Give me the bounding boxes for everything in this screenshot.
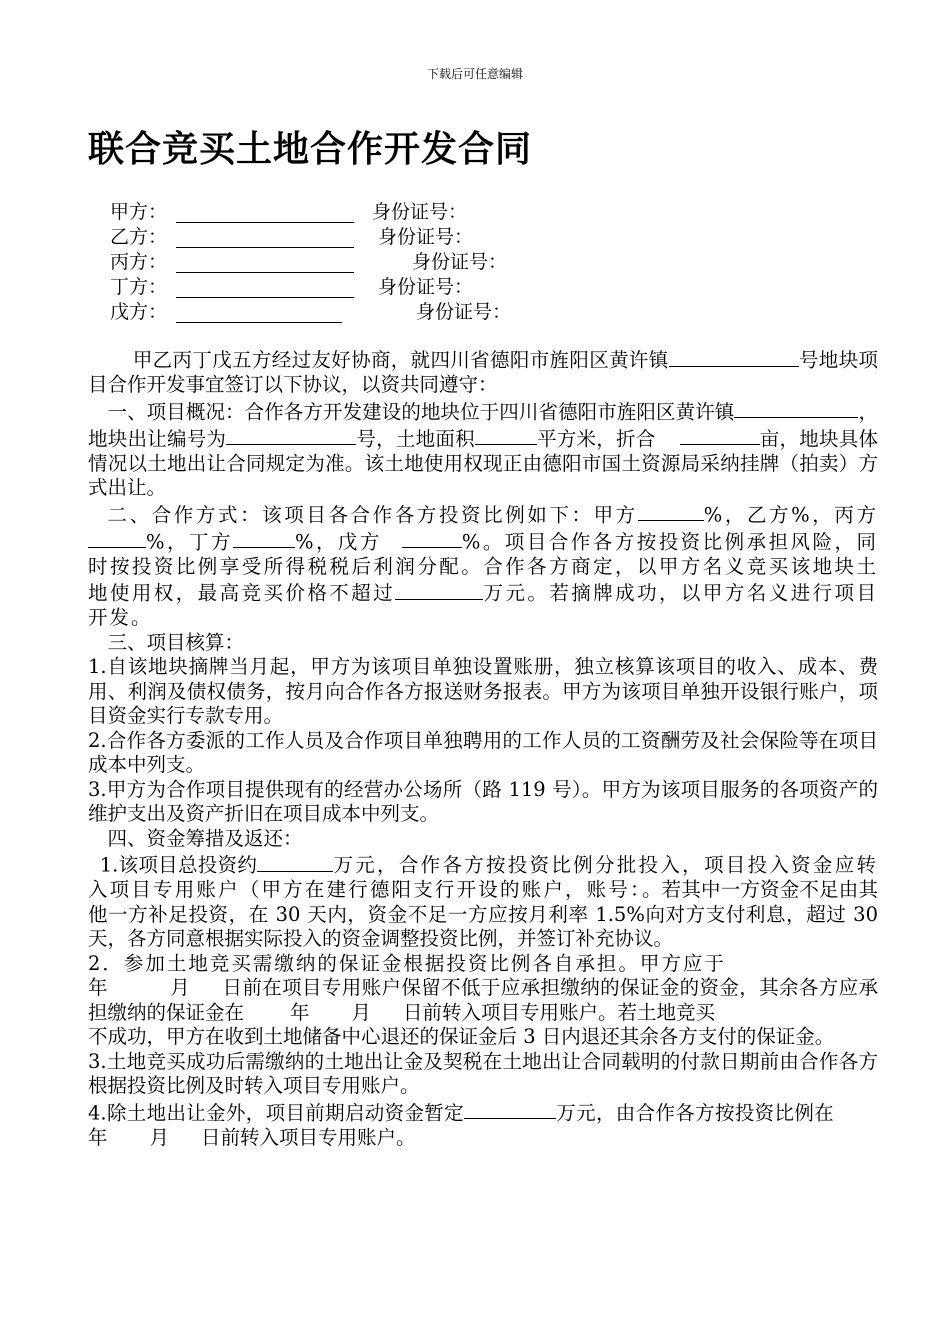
party-line-bing — [110, 250, 508, 275]
contract-body — [88, 346, 878, 1150]
section-4-heading: 四、资金筹措及返还： — [107, 826, 303, 850]
party-name-blank[interactable] — [176, 275, 354, 298]
ratio-ding-blank[interactable] — [233, 528, 295, 549]
s4-text: 万元，由合作各方按投资比例在 — [555, 1101, 834, 1124]
party-line-yi — [110, 225, 474, 250]
date-month-label: 月 — [169, 976, 191, 999]
s1-text: 号，土地面积 — [356, 427, 475, 450]
s1-text: ，地块出让编号为 — [88, 400, 878, 450]
section-4-item-4 — [88, 1099, 878, 1151]
s4-text: 。若其中一方资金不足由其他一方补足投资，在 30 天内，资金不足一方应按月利率 1.5%向对方支付利息，超过 30 天，各方同意根据实际投入的资金调整投资比例，并签订补充协议。 — [88, 878, 878, 950]
s2-text: %，丙方 — [791, 503, 878, 526]
id-label: 身份证号： — [372, 201, 468, 223]
party-name-blank[interactable] — [176, 300, 342, 323]
date-year-label: 年 — [290, 1000, 310, 1024]
transfer-number-blank[interactable] — [226, 425, 356, 446]
s1-text: 平方米，折合 — [536, 427, 656, 450]
s1-text: 一、项目概况：合作各方开发建设的地块位于四川省德阳市旌阳区黄许镇 — [107, 400, 735, 423]
party-label: 丙方： — [110, 251, 168, 273]
s1-text: 亩，地块具体情况以土地出让合同规定为准。该土地使用权现正由德阳市国土资源局采纳挂牌（拍卖）方式出让。 — [88, 427, 878, 499]
intro-text: 甲乙丙丁戊五方经过友好协商，就四川省德阳市旌阳区黄许镇 — [132, 348, 669, 372]
section-2-paragraph — [88, 501, 878, 631]
section-1-paragraph — [88, 398, 878, 501]
section-3-item-1: 1.自该地块摘牌当月起，甲方为该项目单独设置账册，独立核算该项目的收入、成本、费用、利润及债权债务，按月向合作各方报送财务报表。甲方为该项目单独开设银行账户，项目资金实行专款专用。 — [88, 655, 878, 727]
date-month-label: 月 — [351, 1000, 372, 1024]
id-label: 身份证号： — [378, 276, 474, 298]
date-year-label: 年 — [88, 976, 108, 999]
s2-text: 万元。若摘牌成功，以甲方名义进行项目开发。 — [88, 581, 878, 629]
party-label: 乙方： — [110, 226, 168, 248]
party-name-blank[interactable] — [176, 225, 354, 248]
location-blank-cont[interactable] — [774, 398, 858, 419]
s4-text: 日前转入项目专用账户。 — [201, 1125, 416, 1149]
party-line-wu — [110, 300, 512, 325]
party-line-jia — [110, 200, 468, 225]
s2-text: %，戊方 — [294, 530, 382, 553]
plot-number-blank-cont[interactable] — [789, 346, 799, 367]
ratio-jia-blank[interactable] — [638, 501, 704, 522]
ratio-bing-blank[interactable] — [88, 528, 146, 549]
section-4-item-3: 3.土地竞买成功后需缴纳的土地出让金及契税在土地出让合同载明的付款日期前由合作各方根据投资比例及时转入项目专用账户。 — [88, 1049, 878, 1097]
id-label: 身份证号： — [378, 226, 474, 248]
s4-text: 日前在项目专用账户保留不低于应承担缴纳的保证金的资金，其余各方应承担缴纳的保证金在 — [88, 976, 878, 1024]
section-3-item-2: 2.合作各方委派的工作人员及合作项目单独聘用的工作人员的工资酬劳及社会保险等在项目成本中列支。 — [88, 728, 878, 776]
section-3-heading: 三、项目核算： — [107, 630, 245, 654]
party-name-blank[interactable] — [176, 250, 354, 273]
s2-text: 二、合作方式：该项目各合作各方投资比例如下：甲方 — [107, 503, 638, 526]
area-sqm-blank[interactable] — [475, 425, 537, 446]
section-4-item-2 — [88, 952, 878, 1050]
header-note: 下载后可任意编辑 — [426, 67, 523, 81]
s4-text: 4.除土地出让金外，项目前期启动资金暂定 — [88, 1101, 464, 1124]
intro-text-cont: 号地块项目合作开发事宜签订以下协议，以资共同遵守： — [88, 348, 878, 396]
plot-number-blank[interactable] — [669, 346, 789, 367]
ratio-wu-blank[interactable] — [402, 528, 462, 549]
date-month-label: 月 — [149, 1125, 170, 1149]
startup-fund-blank[interactable] — [464, 1099, 556, 1120]
s4-text: 万元，合作各方按投资比例分批投入，项目投入资金应转入项目专用账户（甲方在建行德阳支行开设的账户，账号： — [88, 853, 878, 901]
total-investment-blank[interactable] — [257, 851, 333, 872]
section-3-item-3: 3.甲方为合作项目提供现有的经营办公场所（路 119 号）。甲方为该项目服务的各项资产的维护支出及资产折旧在项目成本中列支。 — [88, 777, 878, 825]
area-mu-blank[interactable] — [680, 425, 760, 446]
s4-text: 不成功，甲方在收到土地储备中心退还的保证金后 3 日内退还其余各方支付的保证金。 — [88, 1025, 835, 1048]
id-label: 身份证号： — [412, 251, 508, 273]
max-price-blank[interactable] — [395, 579, 483, 600]
section-4-item-1 — [88, 851, 878, 952]
s4-text: 1.该项目总投资约 — [99, 853, 258, 877]
document-title: 联合竞买土地合作开发合同 — [88, 129, 533, 170]
date-year-label: 年 — [88, 1125, 108, 1149]
party-label: 戊方： — [110, 301, 168, 323]
intro-paragraph — [88, 346, 878, 398]
s2-text: %。项目合作各方按投资比例承担风险，同时按投资比例享受所得税税后利润分配。合作各方商定，以甲方名义竞买该地块土地使用权，最高竞买价格不超过 — [88, 530, 878, 605]
party-label: 甲方： — [110, 201, 168, 223]
party-name-blank[interactable] — [176, 200, 354, 223]
party-line-ding — [110, 275, 474, 300]
id-label: 身份证号： — [416, 301, 512, 323]
party-label: 丁方： — [110, 276, 168, 298]
s2-text: %，乙方 — [703, 503, 792, 526]
s4-text: 2．参加土地竞买需缴纳的保证金根据投资比例各自承担。甲方应于 — [88, 951, 726, 975]
location-blank[interactable] — [734, 398, 774, 419]
s4-text: 日前转入项目专用账户。若土地竞买 — [403, 1000, 716, 1024]
s2-text: %，丁方 — [146, 530, 233, 553]
